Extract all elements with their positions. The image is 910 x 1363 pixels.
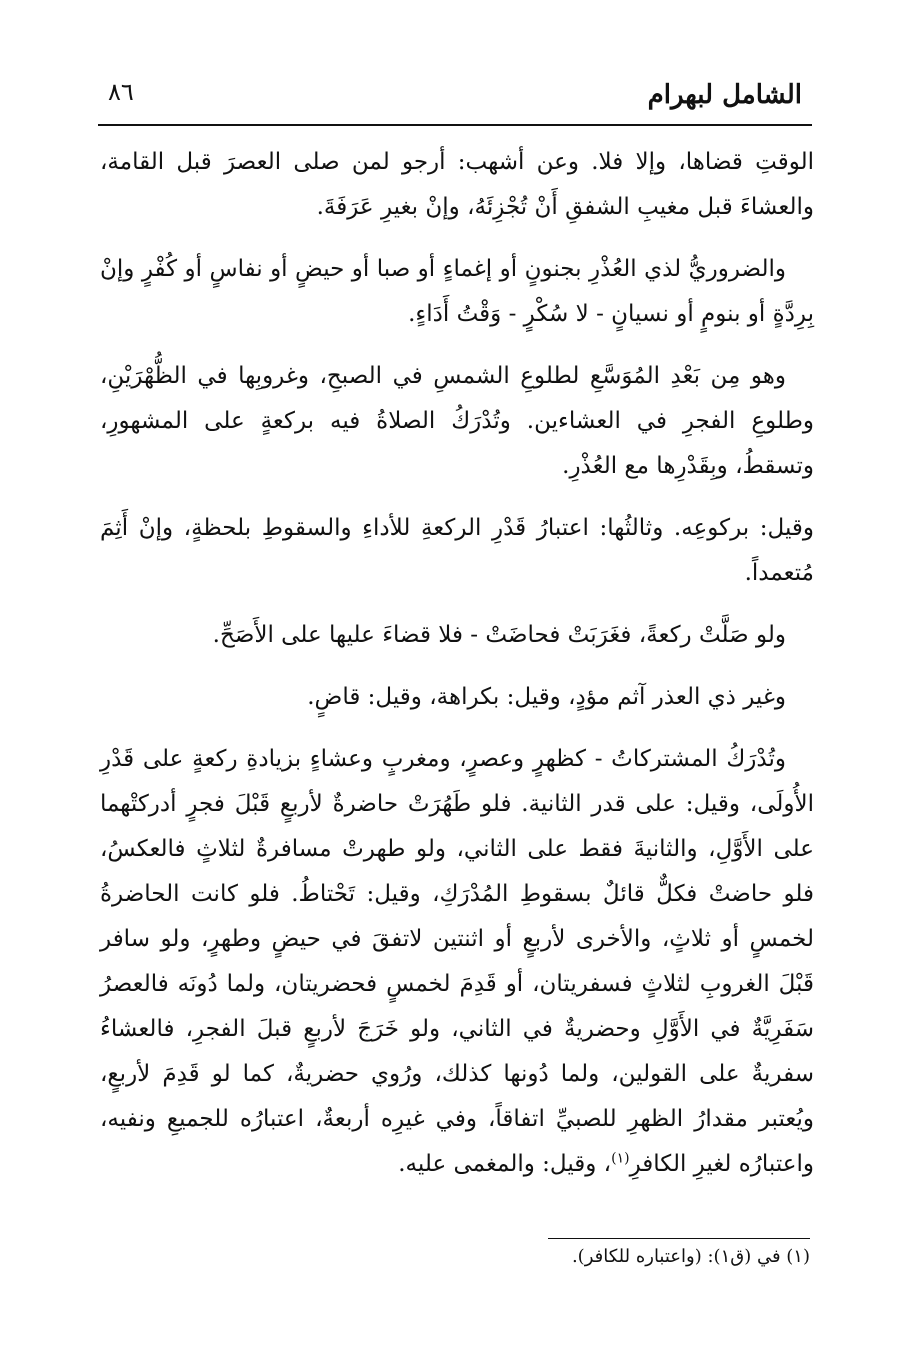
paragraph-6: وغير ذي العذر آثم مؤدٍ، وقيل: بكراهة، وقيل: قاضٍ.: [307, 684, 786, 710]
paragraph-7-text: وتُدْرَكُ المشتركاتُ - كظهرٍ وعصرٍ، ومغربٍ وعشاءٍ بزيادةِ ركعةٍ على قَدْرِ الأُولَى، وقيل: على قدر الثانية. فلو طَهُرَتْ حاضرةٌ لأربعٍ قَبْلَ فجرٍ أدركتْهما على الأَوَّلِ، والثانيةَ فقط على الثاني، ولو طهرتْ مسافرةٌ لثلاثٍ فالعكسُ، فلو حاضتْ فكلٌّ قائلٌ بسقوطِ المُدْرَكِ، وقيل: تَحْتاطُ. فلو كانت الحاضرةُ لخمسٍ أو ثلاثٍ، والأخرى لأربعٍ أو اثنتين لاتفقَ في حيضٍ وطهرٍ، ولو سافر قَبْلَ الغروبِ لثلاثٍ فسفريتان، أو قَدِمَ لخمسٍ فحضريتان، ولما دُونَه فالعصرُ سَفَرِيَّةٌ في الأَوَّلِ وحضريةٌ في الثاني، ولو خَرَجَ لأربعٍ قبلَ الفجرِ، فالعشاءُ سفريةٌ على القولين، ولما دُونها كذلك، ورُوي حضريةٌ، كما لو قَدِمَ لأربعٍ، ويُعتبر مقدارُ الظهرِ للصبيِّ اتفاقاً، وفي غيرِه أربعةٌ، اعتبارُه للجميعِ ونفيه، واعتبارُه لغيرِ الكافرِ: [100, 746, 814, 1177]
page-number: ٨٦: [108, 78, 134, 106]
paragraph-1: الوقتِ قضاها، وإلا فلا. وعن أشهب: أرجو لمن صلى العصرَ قبل القامة، والعشاءَ قبل مغيبِ الشفقِ أَنْ تُجْزِئَهُ، وإنْ بغيرِ عَرَفَةَ.: [100, 149, 814, 220]
header-divider: [98, 124, 812, 126]
paragraph-3: وهو مِن بَعْدِ المُوَسَّعِ لطلوعِ الشمسِ في الصبحِ، وغروبِها في الظُّهْرَيْنِ، وطلوعِ الفجرِ في العشاءين. وتُدْرَكُ الصلاةُ فيه بركعةٍ على المشهورِ، وتسقطُ، وبِقَدْرِها مع العُذْرِ.: [100, 363, 815, 479]
main-text: [100, 140, 814, 1204]
paragraph-5: ولو صَلَّتْ ركعةً، فغَرَبَتْ فحاضَتْ - فلا قضاءَ عليها على الأَصَحِّ.: [212, 622, 786, 648]
book-title: الشامل لبهرام: [647, 80, 802, 110]
footnote-reference[interactable]: (١): [611, 1150, 630, 1167]
paragraph-2: والضروريُّ لذي العُذْرِ بجنونٍ أو إغماءٍ أو صبا أو حيضٍ أو نفاسٍ أو كُفْرٍ وإنْ بِرِدَّةٍ أو بنومٍ أو نسيانٍ - لا سُكْرٍ - وَقْتُ أَدَاءٍ.: [100, 256, 814, 327]
paragraph-7: [100, 737, 814, 1187]
footnote-text: (١) في (ق١): (واعتباره للكافر).: [571, 1246, 810, 1267]
running-header: [100, 78, 810, 122]
paragraph-4: وقيل: بركوعِه. وثالثُها: اعتبارُ قَدْرِ الركعةِ للأداءِ والسقوطِ بلحظةٍ، وإنْ أَثِمَ مُتعمداً.: [100, 515, 814, 586]
footnote-divider: [548, 1238, 810, 1239]
paragraph-7-tail: ، وقيل: والمغمى عليه.: [398, 1151, 612, 1177]
